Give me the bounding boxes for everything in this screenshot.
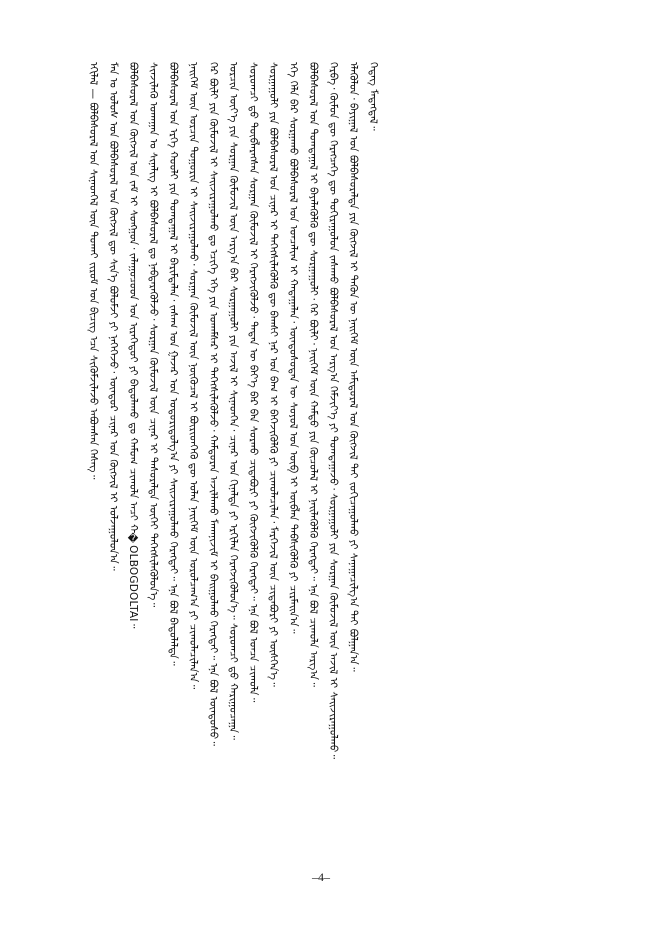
text-column-9: ᠭᠡᠷ ᠪᠦᠯᠢ ᠶᠢᠨ ᠬᠦᠮᠦᠵᠢᠯ ᠢ ᠰᠠᠢᠵᠢᠷᠠᠭᠤᠯᠬᠤ ᠳᠤ ᠡᠴᠢᠭᠡ ᠡᠬᠡ ᠶᠢᠨ ᠤᠬᠠᠮᠰᠠᠷ ᠢ ᠳᠡᠭᠡᠭᠰᠢᠯᠡᠭᠦᠯᠵᠦ᠂ ᠬᠠᠮᠲᠤᠷᠠᠨ ᠠᠵᠢᠯᠯᠠᠬᠤ ᠮᠡᠬᠠᠨᠢᠵᠢᠮ ᠢ ᠪᠠᠢᠭᠤᠯᠬᠤ ᠬᠡᠷᠡᠭᠲᠡᠢ᠃ ᠡᠨᠡ ᠪᠣᠯ ᠦᠨᠳᠦᠰᠦ᠃ — [207, 62, 219, 746]
text-column-7: ᠰᠤᠷᠤᠭᠴᠢ ᠳ᠋ᠤ ᠲᠥᠪᠯᠡᠷᠡᠭᠰᠡᠨ ᠰᠤᠷᠭᠠᠨ ᠬᠥᠮᠦᠵᠢᠯ ᠢ ᠬᠡᠷᠡᠭᠵᠢᠭᠦᠯᠵᠦ᠂ ᠲᠡᠳᠡᠨ ᠦ ᠪᠡᠶ᠎ᠡ ᠪᠡᠷ ᠪᠡᠨ ᠰᠤᠷᠬᠤ ᠴᠢᠳᠠᠪᠤᠷᠢ ᠶᠢ ᠬᠥᠭᠵᠢᠭᠦᠯᠬᠦ ᠬᠡᠷᠡᠭᠲᠡᠢ᠃ ᠡᠨᠡ ᠪᠣᠯ ᠣᠨᠴᠠ ᠴᠢᠬᠤᠯᠠ᠃ — [247, 62, 259, 703]
text-column-15: ᠡᠬᠢᠯᠡᠯ — ᠪᠣᠯᠪᠠᠰᠤᠷᠠᠯ ᠤᠨ ᠰᠢᠨᠡᠳᠬᠡᠯ ᠦᠨ ᠲᠤᠬᠠᠢ ᠵᠢᠷᠤᠮ ᠤᠨ ᠪᠢᠴᠢᠭ ᠡᠴᠡ ᠰᠢᠭᠦᠮᠵᠢᠯᠡᠵᠦ ᠠᠪᠤᠭᠰᠠᠨ ᠬᠡᠰᠡᠭ᠃ — [87, 62, 99, 480]
page-number: –4– — [312, 870, 330, 884]
text-column-2: ᠡᠯᠡᠭᠦᠯᠦᠨ᠂ ᠪᠠᠶᠢᠭᠠᠯ ᠤᠨ ᠪᠣᠯᠪᠠᠰᠤᠷᠠᠯᠳᠠ ᠶᠢᠨ ᠬᠥᠭᠵᠢᠯ ᠢ ᠲᠡᠭᠦᠨ ᠦ ᠨᠡᠢᠭᠡᠮ ᠦᠨ ᠠᠮᠢᠳᠤᠷᠠᠯ ᠤᠨ ᠬᠥᠭᠵᠢᠯ ᠲᠡᠢ ᠵᠣᠬᠢᠴᠠᠭᠤᠯᠬᠤ ᠶᠢ ᠰᠠᠨᠠᠭᠠᠴᠢᠯᠭ᠎ᠠ ᠲᠠᠢ ᠪᠣᠯᠭᠠᠨ᠎ᠠ᠃ — [347, 62, 359, 672]
text-column-8: ᠣᠷᠴᠢᠨ ᠦᠶ᠎ᠡ ᠶᠢᠨ ᠰᠤᠷᠭᠠᠨ ᠬᠦᠮᠦᠵᠢᠯ ᠦᠨ ᠠᠷᠭ᠎ᠠ ᠪᠠᠷ ᠰᠤᠷᠭᠠᠭᠤᠯᠢ ᠶᠢᠨ ᠠᠵᠢᠯ ᠢ ᠰᠢᠨᠡᠳᠬᠡᠨ᠂ ᠴᠢᠨᠠᠷ ᠤᠨ ᠬᠢᠨᠠᠯᠲᠠ ᠶᠢ ᠡᠷᠬᠢᠯᠡᠨ ᠬᠡᠷᠡᠭᠵᠢᠭᠦᠯᠦᠨ᠎ᠡ᠃ ᠰᠤᠷᠤᠭᠴᠢ ᠳ᠋ᠤ ᠬᠠᠷᠢᠭᠤᠴᠠᠭᠠ᠃ — [227, 62, 239, 740]
text-column-12: ᠰᠢᠨᠵᠢᠯᠡᠬᠦ ᠤᠬᠠᠭᠠᠨ ᠤ ᠰᠢᠨᠡᠯᠢᠭ ᠢ ᠪᠣᠯᠪᠠᠰᠤᠷᠠᠯ ᠳᠤ ᠨᠡᠪᠲᠡᠷᠡᠭᠦᠯᠵᠦ᠂ ᠰᠤᠷᠭᠠᠨ ᠬᠦᠮᠦᠵᠢᠯ ᠦᠨ ᠴᠢᠨᠠᠷ ᠢ ᠲᠠᠰᠤᠷᠠᠯᠲᠠ ᠦᠭᠡᠢ ᠳᠡᠭᠡᠭᠰᠢᠯᠡᠭᠦᠯᠦᠨ᠎ᠡ᠃ — [147, 62, 159, 608]
text-column-14: ᠮᠠᠨ ᠤ ᠤᠯᠤᠰ ᠤᠨ ᠪᠣᠯᠪᠠᠰᠤᠷᠠᠯ ᠤᠨ ᠬᠥᠭᠵᠢᠯ ᠳᠦ ᠰᠢᠨ᠎ᠡ ᠪᠣᠯᠤᠮᠵᠢ ᠶᠢ ᠨᠡᠭᠡᠭᠡᠵᠦ᠂ ᠥᠨᠳᠥᠷ ᠴᠢᠨᠠᠷ ᠤᠨ ᠬᠥᠭᠵᠢᠯ ᠢ ᠣᠯᠵᠠᠭᠤᠯᠤᠨ᠎ᠠ᠃ — [107, 62, 119, 571]
text-column-1: ᠭᠡᠳᠡᠭ᠌ ᠮᠡᠳᠡᠭᠳᠡᠯ᠃ — [367, 62, 379, 131]
text-column-10: ᠨᠡᠢᠭᠡᠮ ᠦᠨ ᠣᠷᠴᠢᠨ ᠲᠣᠭᠣᠷᠢᠨ ᠢ ᠰᠠᠢᠵᠢᠷᠠᠭᠤᠯᠬᠤ᠂ ᠰᠤᠷᠭᠠᠨ ᠬᠦᠮᠦᠵᠢᠯ ᠦᠨ ᠨᠥᠭᠦᠴᠡᠯ ᠢ ᠪᠦᠷᠢᠳᠬᠡᠬᠦ ᠳᠦ ᠣᠯᠠᠨ ᠨᠡᠢᠭᠡᠮ ᠦᠨ ᠣᠷᠣᠯᠴᠠᠭ᠎ᠠ ᠶᠢ ᠴᠢᠬᠤᠯᠠᠴᠢᠯᠠᠨ᠎ᠠ᠃ — [187, 62, 199, 690]
text-column-6: ᠰᠤᠷᠭᠠᠭᠤᠯᠢ ᠶᠢᠨ ᠪᠣᠯᠪᠠᠰᠤᠷᠠᠯ ᠤᠨ ᠴᠢᠨᠠᠷ ᠢ ᠳᠡᠭᠡᠭᠰᠢᠯᠡᠭᠦᠯᠬᠦ ᠳᠦ ᠪᠠᠭᠰᠢ ᠨᠠᠷ ᠤᠨ ᠪᠠᠭ ᠢ ᠪᠡᠭᠡᠵᠢᠭᠦᠯᠬᠦ ᠶᠢ ᠴᠢᠬᠤᠯᠠᠴᠢᠯᠠᠨ᠂ ᠮᠡᠷᠭᠡᠵᠢᠯ ᠦᠨ ᠴᠢᠳᠠᠪᠤᠷᠢ ᠶᠢ ᠥᠰᠬᠡᠨ᠎ᠡ᠃ — [267, 62, 279, 687]
text-column-5: ᠡᠬᠡ ᠬᠡᠯᠡ ᠪᠡᠷ ᠰᠤᠷᠭᠠᠬᠤ ᠪᠣᠯᠪᠠᠰᠤᠷᠠᠯ ᠤᠨ ᠣᠨᠴᠠᠯᠢᠭ ᠢ ᠬᠠᠳᠠᠭᠠᠯᠠᠨ᠂ ᠦᠨᠳᠦᠰᠦᠲᠡᠨ ᠦ ᠰᠣᠶᠣᠯ ᠤᠨ ᠥᠪ ᠢ ᠥᠪᠯᠡᠨ ᠳᠡᠪᠰᠢᠭᠦᠯᠬᠦ ᠶᠢ ᠴᠢᠷᠮᠠᠢᠨ᠎ᠠ᠃ — [287, 62, 299, 634]
text-column-4: ᠪᠣᠯᠪᠠᠰᠤᠷᠠᠯ ᠤᠨ ᠲᠣᠭᠲᠠᠭᠠᠯ ᠢ ᠪᠡᠶᠡᠯᠡᠭᠦᠯᠬᠦ ᠳᠦ ᠰᠤᠷᠭᠠᠭᠤᠯᠢ᠂ ᠭᠡᠷ ᠪᠦᠯᠢ᠂ ᠨᠡᠢᠭᠡᠮ ᠦᠨ ᠬᠠᠮᠲᠤ ᠶᠢᠨ ᠬᠦᠴᠦᠯᠡᠯ ᠢ ᠨᠡᠢᠯᠡᠭᠦᠯᠬᠦ ᠬᠡᠷᠡᠭᠲᠡᠢ᠃ ᠡᠨᠡ ᠪᠣᠯ ᠴᠢᠬᠤᠯᠠ ᠠᠷᠭ᠎ᠠ᠃ — [307, 62, 319, 687]
text-column-3: ᠬᠡᠷᠪᠡ᠂ ᠬᠦᠮᠦᠨ ᠳᠦ ᠬᠡᠷᠡᠭᠴᠡᠭᠡ ᠳᠦ ᠲᠣᠬᠢᠷᠠᠭᠤᠯᠤᠨ ᠵᠠᠰᠠᠬᠤ ᠪᠣᠯᠪᠠᠰᠤᠷᠠᠯ ᠤᠨ ᠠᠷᠭ᠎ᠠ ᠬᠡᠮᠵᠢᠶ᠎ᠡ ᠶᠢ ᠲᠣᠭᠲᠠᠭᠠᠵᠤ᠂ ᠰᠤᠷᠭᠠᠭᠤᠯᠢ ᠶᠢᠨ ᠰᠤᠷᠭᠠᠨ ᠬᠥᠮᠦᠵᠢᠯ ᠦᠨ ᠠᠵᠢᠯ ᠢ ᠰᠠᠢᠵᠢᠷᠠᠭᠤᠯᠬᠤ᠃ — [327, 62, 339, 760]
text-column-13: ᠪᠣᠯᠪᠠᠰᠤᠷᠠᠯ ᠤᠨ ᠬᠥᠭᠵᠢᠯ ᠤᠨ ᠵᠠᠮ ᠢ ᠰᠣᠩᠭᠣᠨ᠂ ᠵᠠᠯᠠᠭᠤᠴᠤᠳ ᠤᠨ ᠢᠷᠡᠭᠡᠳᠦᠢ ᠶᠢ ᠪᠠᠲᠤᠯᠠᠬᠤ ᠳᠤ ᠬᠠᠮᠤᠭ ᠴᠢᠬᠤᠯᠠ ᠠᠴᠢ ᠬ�OLBOGDOLTAI᠃ — [127, 62, 139, 629]
text-column-11: ᠪᠣᠯᠪᠠᠰᠤᠷᠠᠯ ᠤᠨ ᠡᠷᠬᠡ ᠬᠤᠤᠯᠢ ᠶᠢᠨ ᠲᠣᠭᠲᠠᠭᠠᠯ ᠢ ᠪᠠᠷᠢᠮᠲᠠᠯᠠᠨ᠂ ᠵᠠᠰᠠᠭ ᠤᠨ ᠭᠠᠵᠠᠷ ᠤᠨ ᠤᠳᠤᠷᠢᠳᠤᠯᠭ᠎ᠠ ᠶᠢ ᠰᠠᠢᠵᠢᠷᠠᠭᠤᠯᠬᠤ ᠬᠡᠷᠡᠭᠲᠡᠢ᠃ ᠡᠨᠡ ᠪᠣᠯ ᠪᠠᠲᠤᠯᠠᠯᠲᠠ᠃ — [167, 62, 179, 666]
